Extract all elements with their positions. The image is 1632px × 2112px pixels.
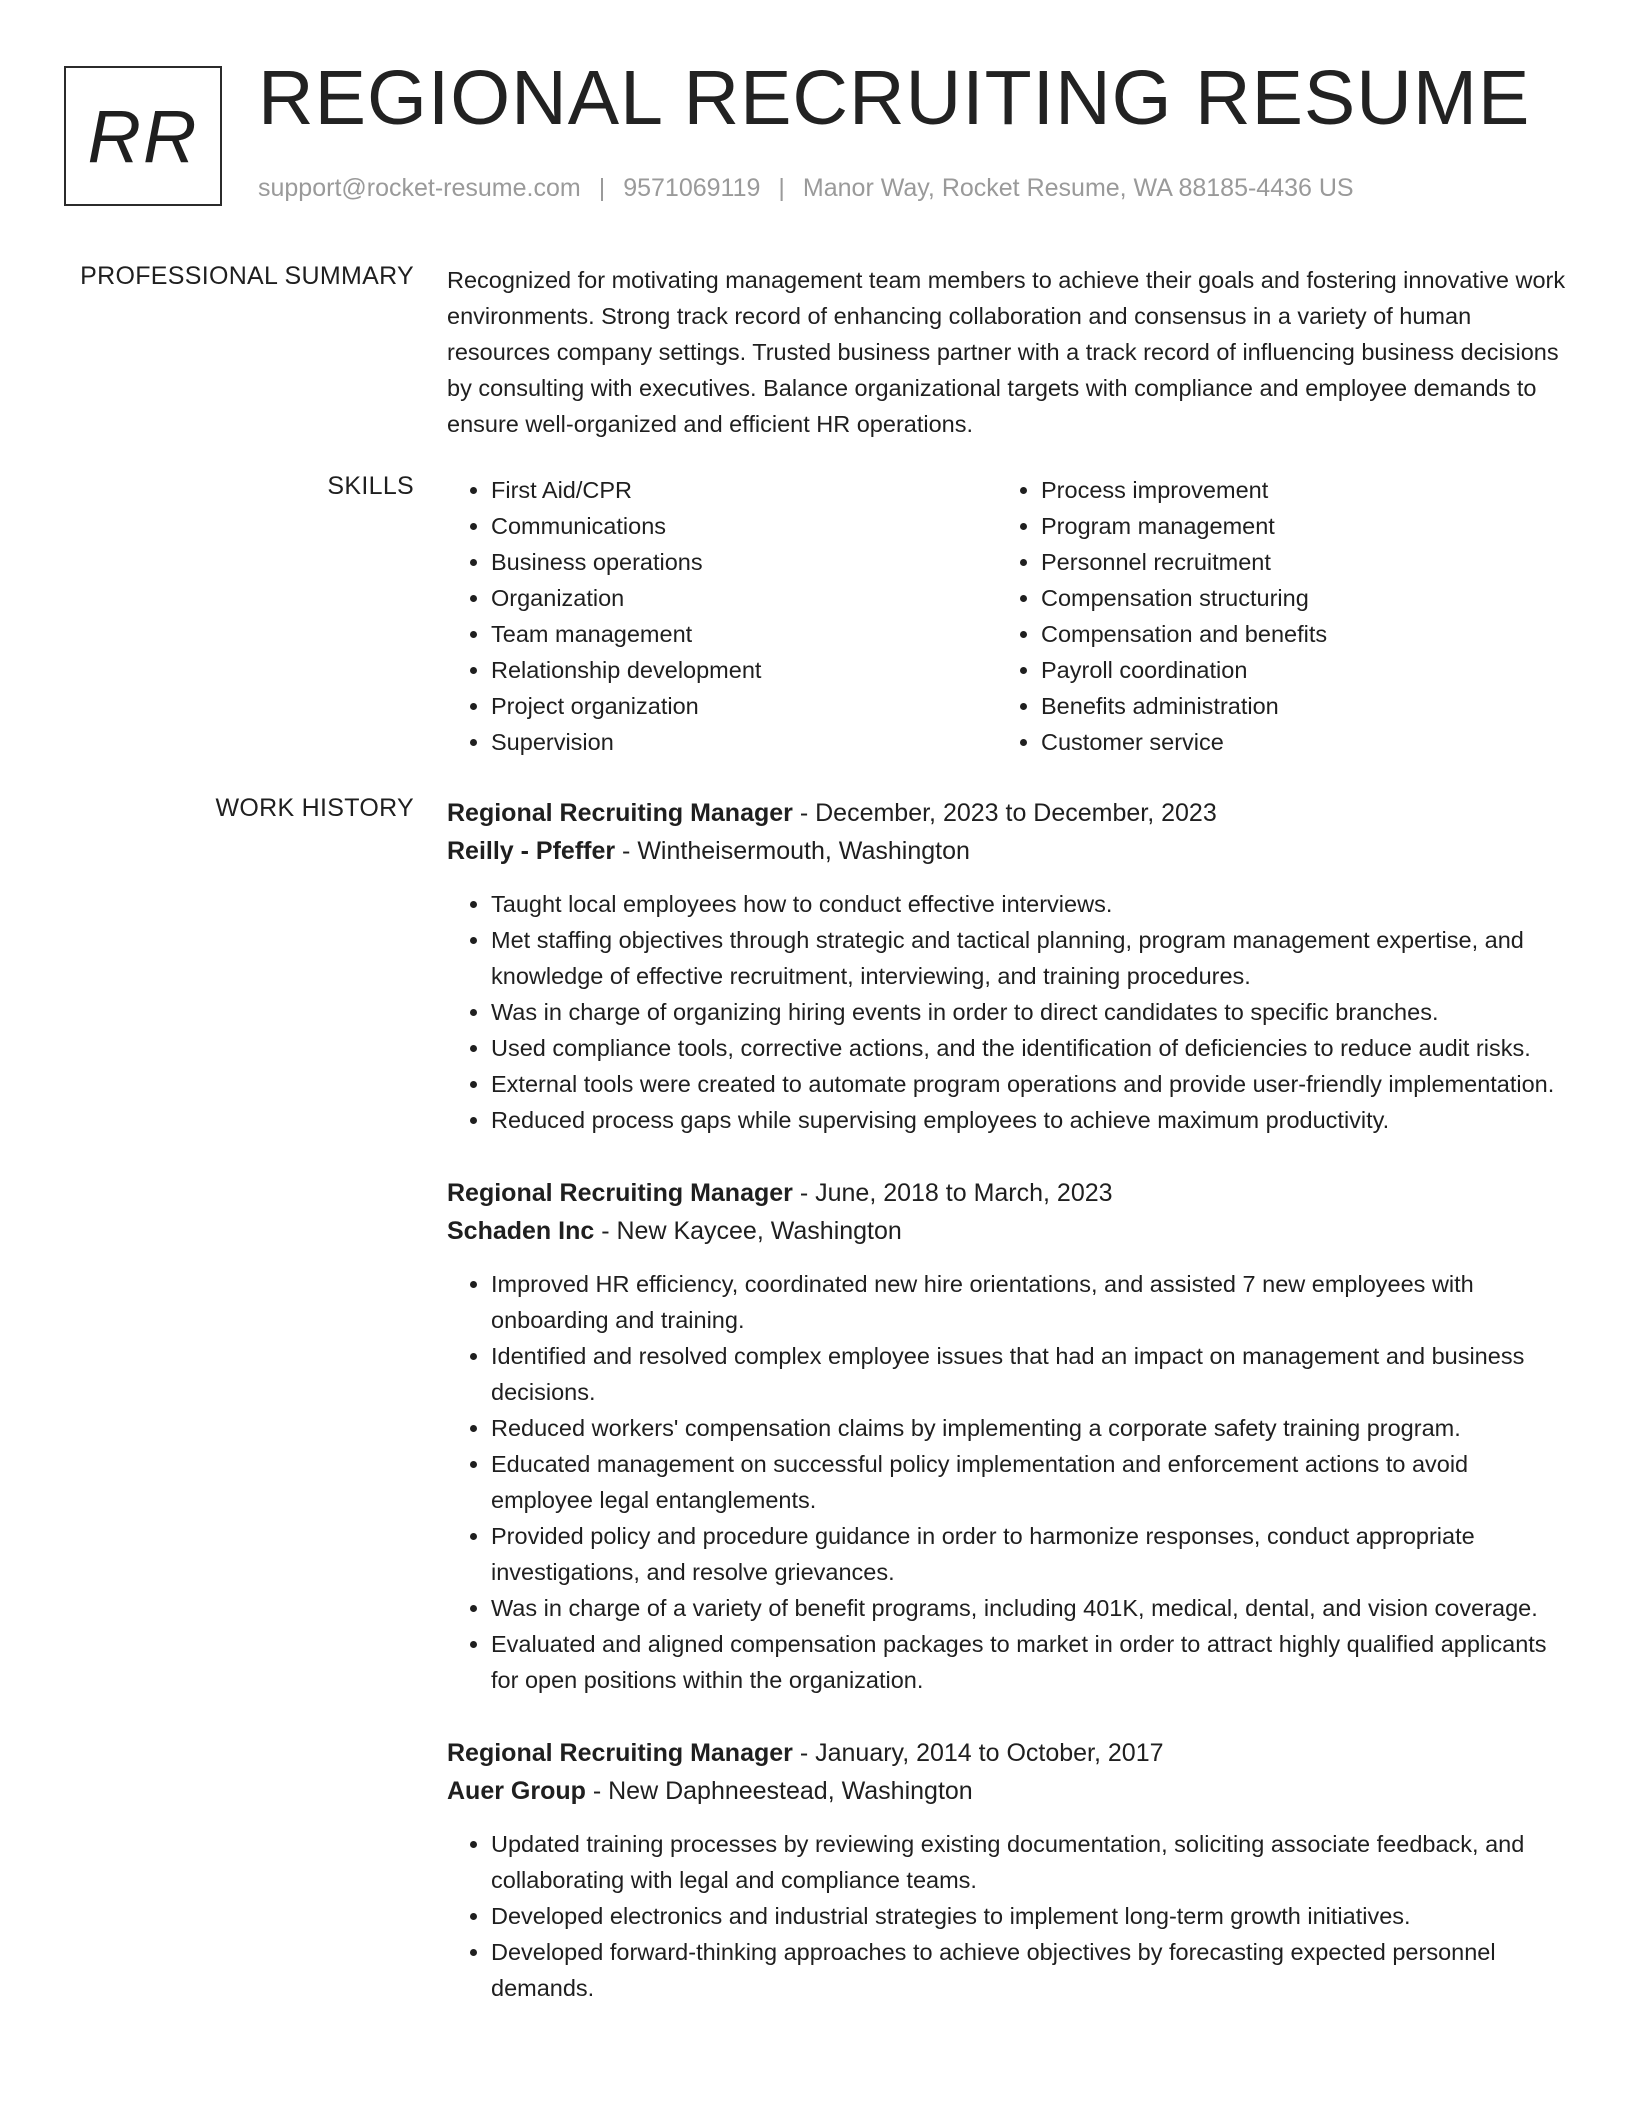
job-bullet: • Developed electronics and industrial strategies to implement long-term growth initiatives. <box>491 1898 1567 1934</box>
job-bullet-list <box>447 1266 1567 1698</box>
skills-body <box>447 472 1567 760</box>
job-bullet-list <box>447 1826 1567 2006</box>
job-title: Regional Recruiting Manager <box>447 1739 793 1767</box>
job-company: Auer Group <box>447 1777 586 1805</box>
summary-text: Recognized for motivating management team members to achieve their goals and fostering innovative work environments. Strong track record of enhancing collaboration and consensus in a variety of human resources company settings. Trusted business partner with a track record of influencing business decisions by consulting with executives. Balance organizational targets with compliance and employee demands to ensure well-organized and efficient HR operations. <box>447 267 1566 437</box>
job-bullet: • Taught local employees how to conduct effective interviews. <box>491 886 1567 922</box>
job-bullet: • Improved HR efficiency, coordinated new hire orientations, and assisted 7 new employees with onboarding and training. <box>491 1266 1567 1338</box>
skill-item: • Organization <box>491 580 997 616</box>
job-company-line <box>447 832 1567 870</box>
job-dates: - January, 2014 to October, 2017 <box>792 1739 1164 1767</box>
job-bullet: • Was in charge of organizing hiring events in order to direct candidates to specific branches. <box>491 994 1567 1030</box>
skill-item: • Team management <box>491 616 997 652</box>
skill-item: • Customer service <box>1041 724 1547 760</box>
skill-item: • Program management <box>1041 508 1547 544</box>
job-bullet: • Reduced process gaps while supervising employees to achieve maximum productivity. <box>491 1102 1567 1138</box>
skill-item: • Business operations <box>491 544 997 580</box>
skill-item: • Compensation structuring <box>1041 580 1547 616</box>
job-entry <box>447 794 1567 1138</box>
job-title-line <box>447 1734 1567 1772</box>
skills-label: SKILLS <box>327 472 414 500</box>
skill-item: • Compensation and benefits <box>1041 616 1547 652</box>
job-bullet: • Reduced workers' compensation claims by implementing a corporate safety training program. <box>491 1410 1567 1446</box>
job-title-line <box>447 794 1567 832</box>
job-company: Reilly - Pfeffer <box>447 837 616 865</box>
skill-item: • Communications <box>491 508 997 544</box>
skill-item: • Project organization <box>491 688 997 724</box>
job-bullet: • Met staffing objectives through strategic and tactical planning, program management expertise, and knowledge of effective recruitment, interviewing, and training procedures. <box>491 922 1567 994</box>
job-company-line <box>447 1772 1567 1810</box>
job-company: Schaden Inc <box>447 1217 595 1245</box>
job-entry <box>447 1174 1567 1698</box>
job-dates: - June, 2018 to March, 2023 <box>792 1179 1113 1207</box>
job-location: - Wintheisermouth, Washington <box>615 837 970 865</box>
contact-line <box>258 174 1354 203</box>
job-bullet-list <box>447 886 1567 1138</box>
skills-list-left <box>447 472 997 760</box>
work-history-label: WORK HISTORY <box>215 794 414 822</box>
skill-item: • Supervision <box>491 724 997 760</box>
contact-separator: | <box>778 174 785 202</box>
summary-label: PROFESSIONAL SUMMARY <box>80 262 414 290</box>
job-location: - New Kaycee, Washington <box>594 1217 902 1245</box>
skill-item: • Relationship development <box>491 652 997 688</box>
job-bullet: • Evaluated and aligned compensation packages to market in order to attract highly qualified applicants for open positions within the organization. <box>491 1626 1567 1698</box>
work-history-body <box>447 794 1567 2042</box>
job-bullet: • Provided policy and procedure guidance in order to harmonize responses, conduct appropriate investigations, and resolve grievances. <box>491 1518 1567 1590</box>
job-entry <box>447 1734 1567 2006</box>
job-title: Regional Recruiting Manager <box>447 799 793 827</box>
resume-title: REGIONAL RECRUITING RESUME <box>258 55 1531 141</box>
job-bullet: • Educated management on successful policy implementation and enforcement actions to avoid employee legal entanglements. <box>491 1446 1567 1518</box>
job-bullet: • Used compliance tools, corrective actions, and the identification of deficiencies to reduce audit risks. <box>491 1030 1567 1066</box>
summary-body <box>447 262 1567 442</box>
job-company-line <box>447 1212 1567 1250</box>
job-dates: - December, 2023 to December, 2023 <box>792 799 1217 827</box>
contact-phone: 9571069119 <box>623 174 761 202</box>
job-bullet: • External tools were created to automate program operations and provide user-friendly implementation. <box>491 1066 1567 1102</box>
contact-separator: | <box>598 174 606 202</box>
skill-item: • First Aid/CPR <box>491 472 997 508</box>
job-location: - New Daphneestead, Washington <box>585 1777 973 1805</box>
monogram-logo: RR <box>64 66 222 206</box>
skill-item: • Payroll coordination <box>1041 652 1547 688</box>
job-bullet: • Developed forward-thinking approaches to achieve objectives by forecasting expected personnel demands. <box>491 1934 1567 2006</box>
contact-email: support@rocket-resume.com <box>258 174 581 202</box>
skills-list-right <box>997 472 1547 760</box>
job-bullet: • Identified and resolved complex employee issues that had an impact on management and business decisions. <box>491 1338 1567 1410</box>
skill-item: • Process improvement <box>1041 472 1547 508</box>
job-bullet: • Was in charge of a variety of benefit programs, including 401K, medical, dental, and vision coverage. <box>491 1590 1567 1626</box>
job-bullet: • Updated training processes by reviewing existing documentation, soliciting associate feedback, and collaborating with legal and compliance teams. <box>491 1826 1567 1898</box>
job-title: Regional Recruiting Manager <box>447 1179 793 1207</box>
skill-item: • Personnel recruitment <box>1041 544 1547 580</box>
job-title-line <box>447 1174 1567 1212</box>
contact-address: Manor Way, Rocket Resume, WA 88185-4436 US <box>802 174 1354 202</box>
skill-item: • Benefits administration <box>1041 688 1547 724</box>
